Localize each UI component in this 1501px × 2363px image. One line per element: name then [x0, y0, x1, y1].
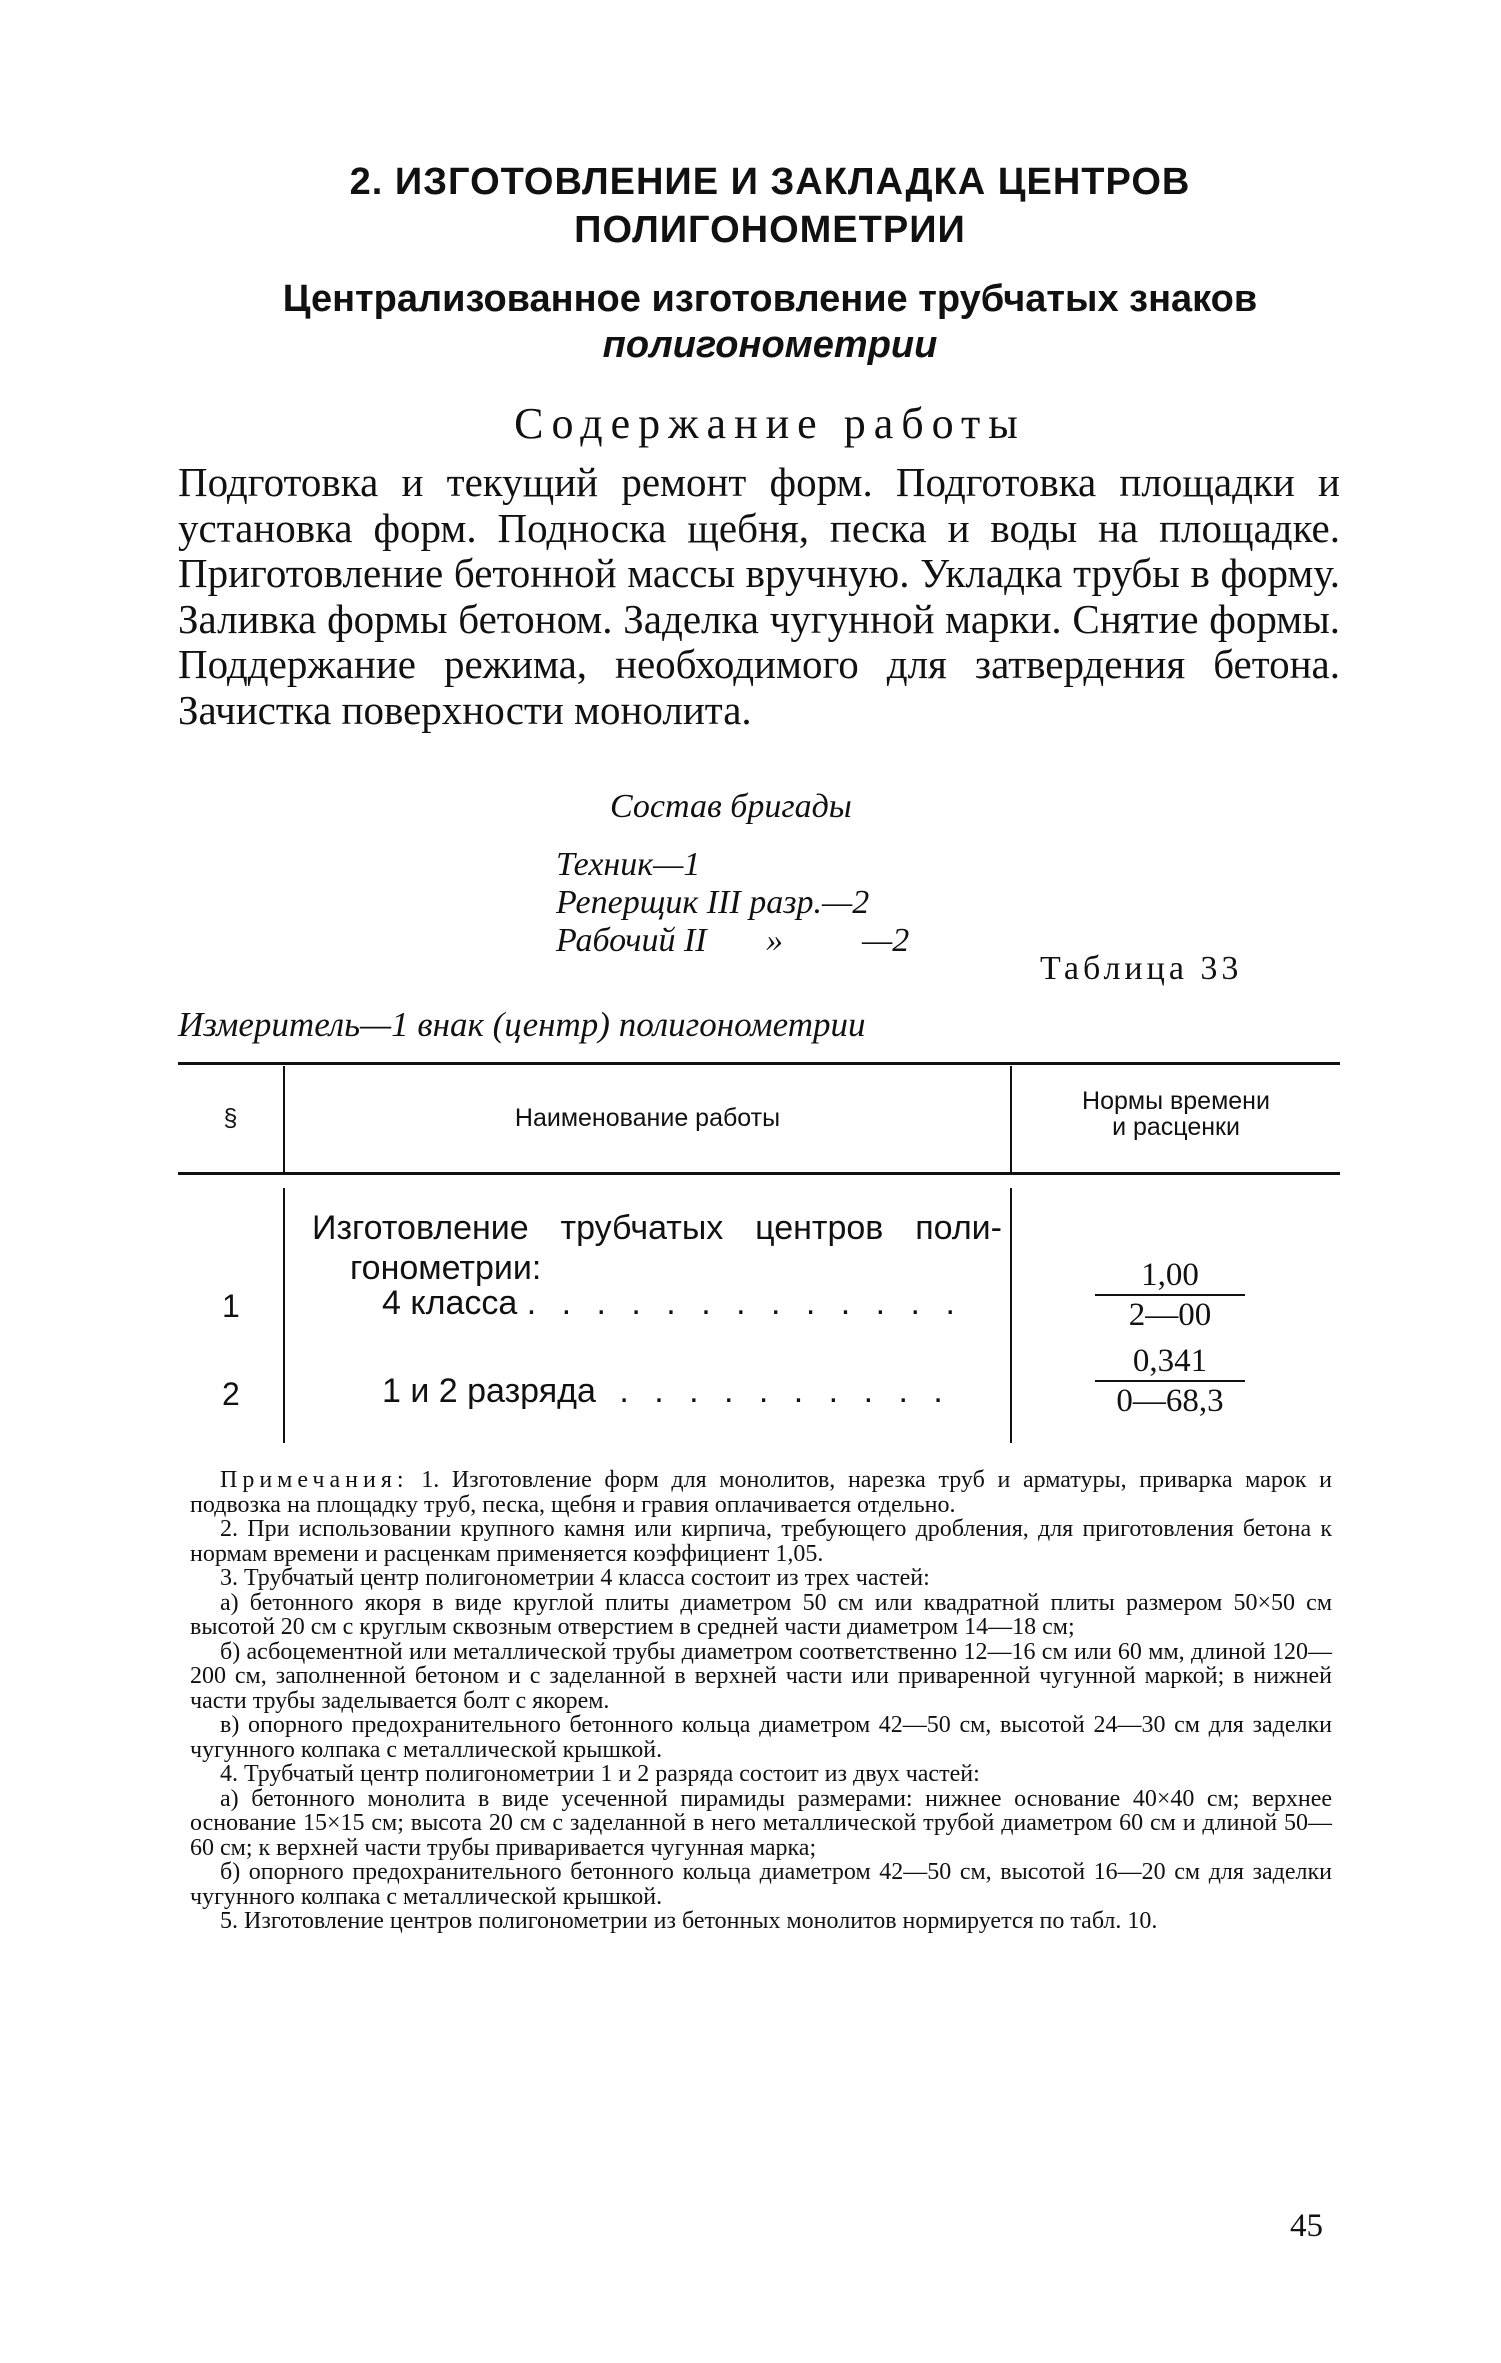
- note-5: 5. Изготовление центров полигонометрии из бетонных монолитов нормируется по табл. 10.: [220, 1908, 1158, 1934]
- subtitle-line1: Централизованное изготовление трубчатых знаков: [282, 278, 1258, 320]
- crew-line-technician: [556, 846, 700, 884]
- table-col-divider-1-body: [283, 1188, 285, 1443]
- notes: [190, 1468, 1332, 1934]
- note-4b: б) опорного предохранительного бетонного кольца диаметром 42—50 см, высотой 16—20 см для заделки чугунного колпака с металлической крышкой.: [190, 1859, 1332, 1910]
- table-row-1-name: [382, 1284, 963, 1323]
- crew-title: Состав бригады: [610, 788, 852, 825]
- crew-line3-a: Рабочий II: [556, 922, 707, 959]
- section-title-line1: 2. ИЗГОТОВЛЕНИЕ И ЗАКЛАДКА ЦЕНТРОВ: [349, 161, 1191, 203]
- table-row-2-label: 1 и 2 разряда: [382, 1372, 596, 1410]
- table-group-title-line1: Изготовление трубчатых центров поли-: [312, 1209, 1002, 1247]
- crew-line1: Техник—1: [556, 846, 701, 883]
- table-group-title: [312, 1208, 1002, 1288]
- table-row-2-time: 0,341: [1132, 1343, 1208, 1379]
- note-4: 4. Трубчатый центр полигонометрии 1 и 2 разряда состоит из двух частей:: [220, 1761, 980, 1787]
- table-row-1-rate: 2—00: [1095, 1294, 1245, 1334]
- note-3b: б) асбоцементной или металлической трубы диаметром соответственно 12—16 см или 60 мм, длиной 120—200 см, заполненной бетоном и с заделанной в верхней части или приваренной чугунной маркой; в нижней части трубы заделывается болт с якорем.: [190, 1638, 1332, 1714]
- page-number: 45: [1290, 2208, 1323, 2244]
- table-row-1-norm: [1095, 1256, 1245, 1334]
- crew-line-surveyor: [556, 884, 869, 922]
- crew-line-worker: [556, 922, 996, 962]
- notes-label: Примечания:: [220, 1467, 409, 1493]
- table-header-rule: [178, 1172, 1340, 1175]
- note-3a: а) бетонного якоря в виде круглой плиты диаметром 50 см или квадратной плиты размером 50×50 см высотой 20 см с круглым сквозным отверстием в средней части диаметром 14—18 см;: [190, 1589, 1332, 1640]
- table-row-1-time: 1,00: [1141, 1257, 1199, 1293]
- table-header-norms: [1012, 1088, 1340, 1140]
- note-2: 2. При использовании крупного камня или кирпича, требующего дробления, для приготовления бетона к нормам времени и расценкам применяется коэффициент 1,05.: [190, 1516, 1332, 1567]
- table-top-rule: [178, 1062, 1340, 1065]
- work-content-text: Подготовка и текущий ремонт форм. Подготовка площадки и установка форм. Подноска щебня, песка и воды на площадке. Приготовление бетонной массы вручную. Укладка трубы в форму. Заливка формы бетоном. Заделка чугунной марки. Снятие формы. Поддержание режима, необходимого для затвердения бетона. Зачистка поверхности монолита.: [178, 459, 1340, 733]
- crew-line2: Реперщик III разр.—2: [556, 884, 870, 921]
- section-title: [230, 158, 1310, 254]
- note-1: [190, 1468, 1332, 1517]
- work-content-heading: Содержание работы: [514, 399, 1026, 448]
- crew-line3-c: —2: [862, 922, 910, 959]
- table-col-divider-2-body: [1010, 1188, 1012, 1443]
- table-row-2-name: [382, 1372, 951, 1411]
- table-row-2-rate: 0—68,3: [1095, 1380, 1245, 1420]
- table-header-norms-line1: Нормы времени: [1082, 1087, 1270, 1115]
- table-row-2-norm: [1095, 1342, 1245, 1420]
- subtitle-line2: полигонометрии: [602, 324, 938, 366]
- table-row-1-num: 1: [222, 1288, 240, 1324]
- table-row-1-leader: . . . . . . . . . . . . .: [526, 1284, 963, 1322]
- note-1-text: 1. Изготовление форм для монолитов, нарезка труб и арматуры, приварка марок и подвозка на площадку труб, песка, щебня и гравия оплачивается отдельно.: [190, 1467, 1333, 1518]
- subtitle: [170, 276, 1370, 368]
- note-3: 3. Трубчатый центр полигонометрии 4 класса состоит из трех частей:: [220, 1565, 930, 1591]
- table-row-2-leader: . . . . . . . . . .: [619, 1372, 951, 1410]
- note-4a: а) бетонного монолита в виде усеченной пирамиды размерами: нижнее основание 40×40 см; верхнее основание 15×15 см; высота 20 см с заделанной в него металлической трубой диаметром 60 см и длиной 50—60 см; к верхней части трубы приваривается чугунная марка;: [190, 1785, 1332, 1861]
- table-header-name: Наименование работы: [514, 1104, 781, 1132]
- table-row-1-label: 4 класса: [382, 1284, 518, 1322]
- crew-line3-b: »: [766, 922, 783, 959]
- table-number: Таблица 33: [1040, 950, 1243, 987]
- table-header-norms-line2: и расценки: [1112, 1113, 1240, 1141]
- table-row-2-num: 2: [222, 1376, 240, 1412]
- meter-label: Измеритель—1 внак (центр) полигонометрии: [178, 1005, 866, 1044]
- table-group-title-line2: гонометрии:: [350, 1249, 542, 1287]
- table-header-section: §: [223, 1104, 238, 1132]
- section-title-line2: ПОЛИГОНОМЕТРИИ: [574, 209, 966, 251]
- note-3c: в) опорного предохранительного бетонного кольца диаметром 42—50 см, высотой 24—30 см для заделки чугунного колпака с металлической крышкой.: [190, 1712, 1332, 1763]
